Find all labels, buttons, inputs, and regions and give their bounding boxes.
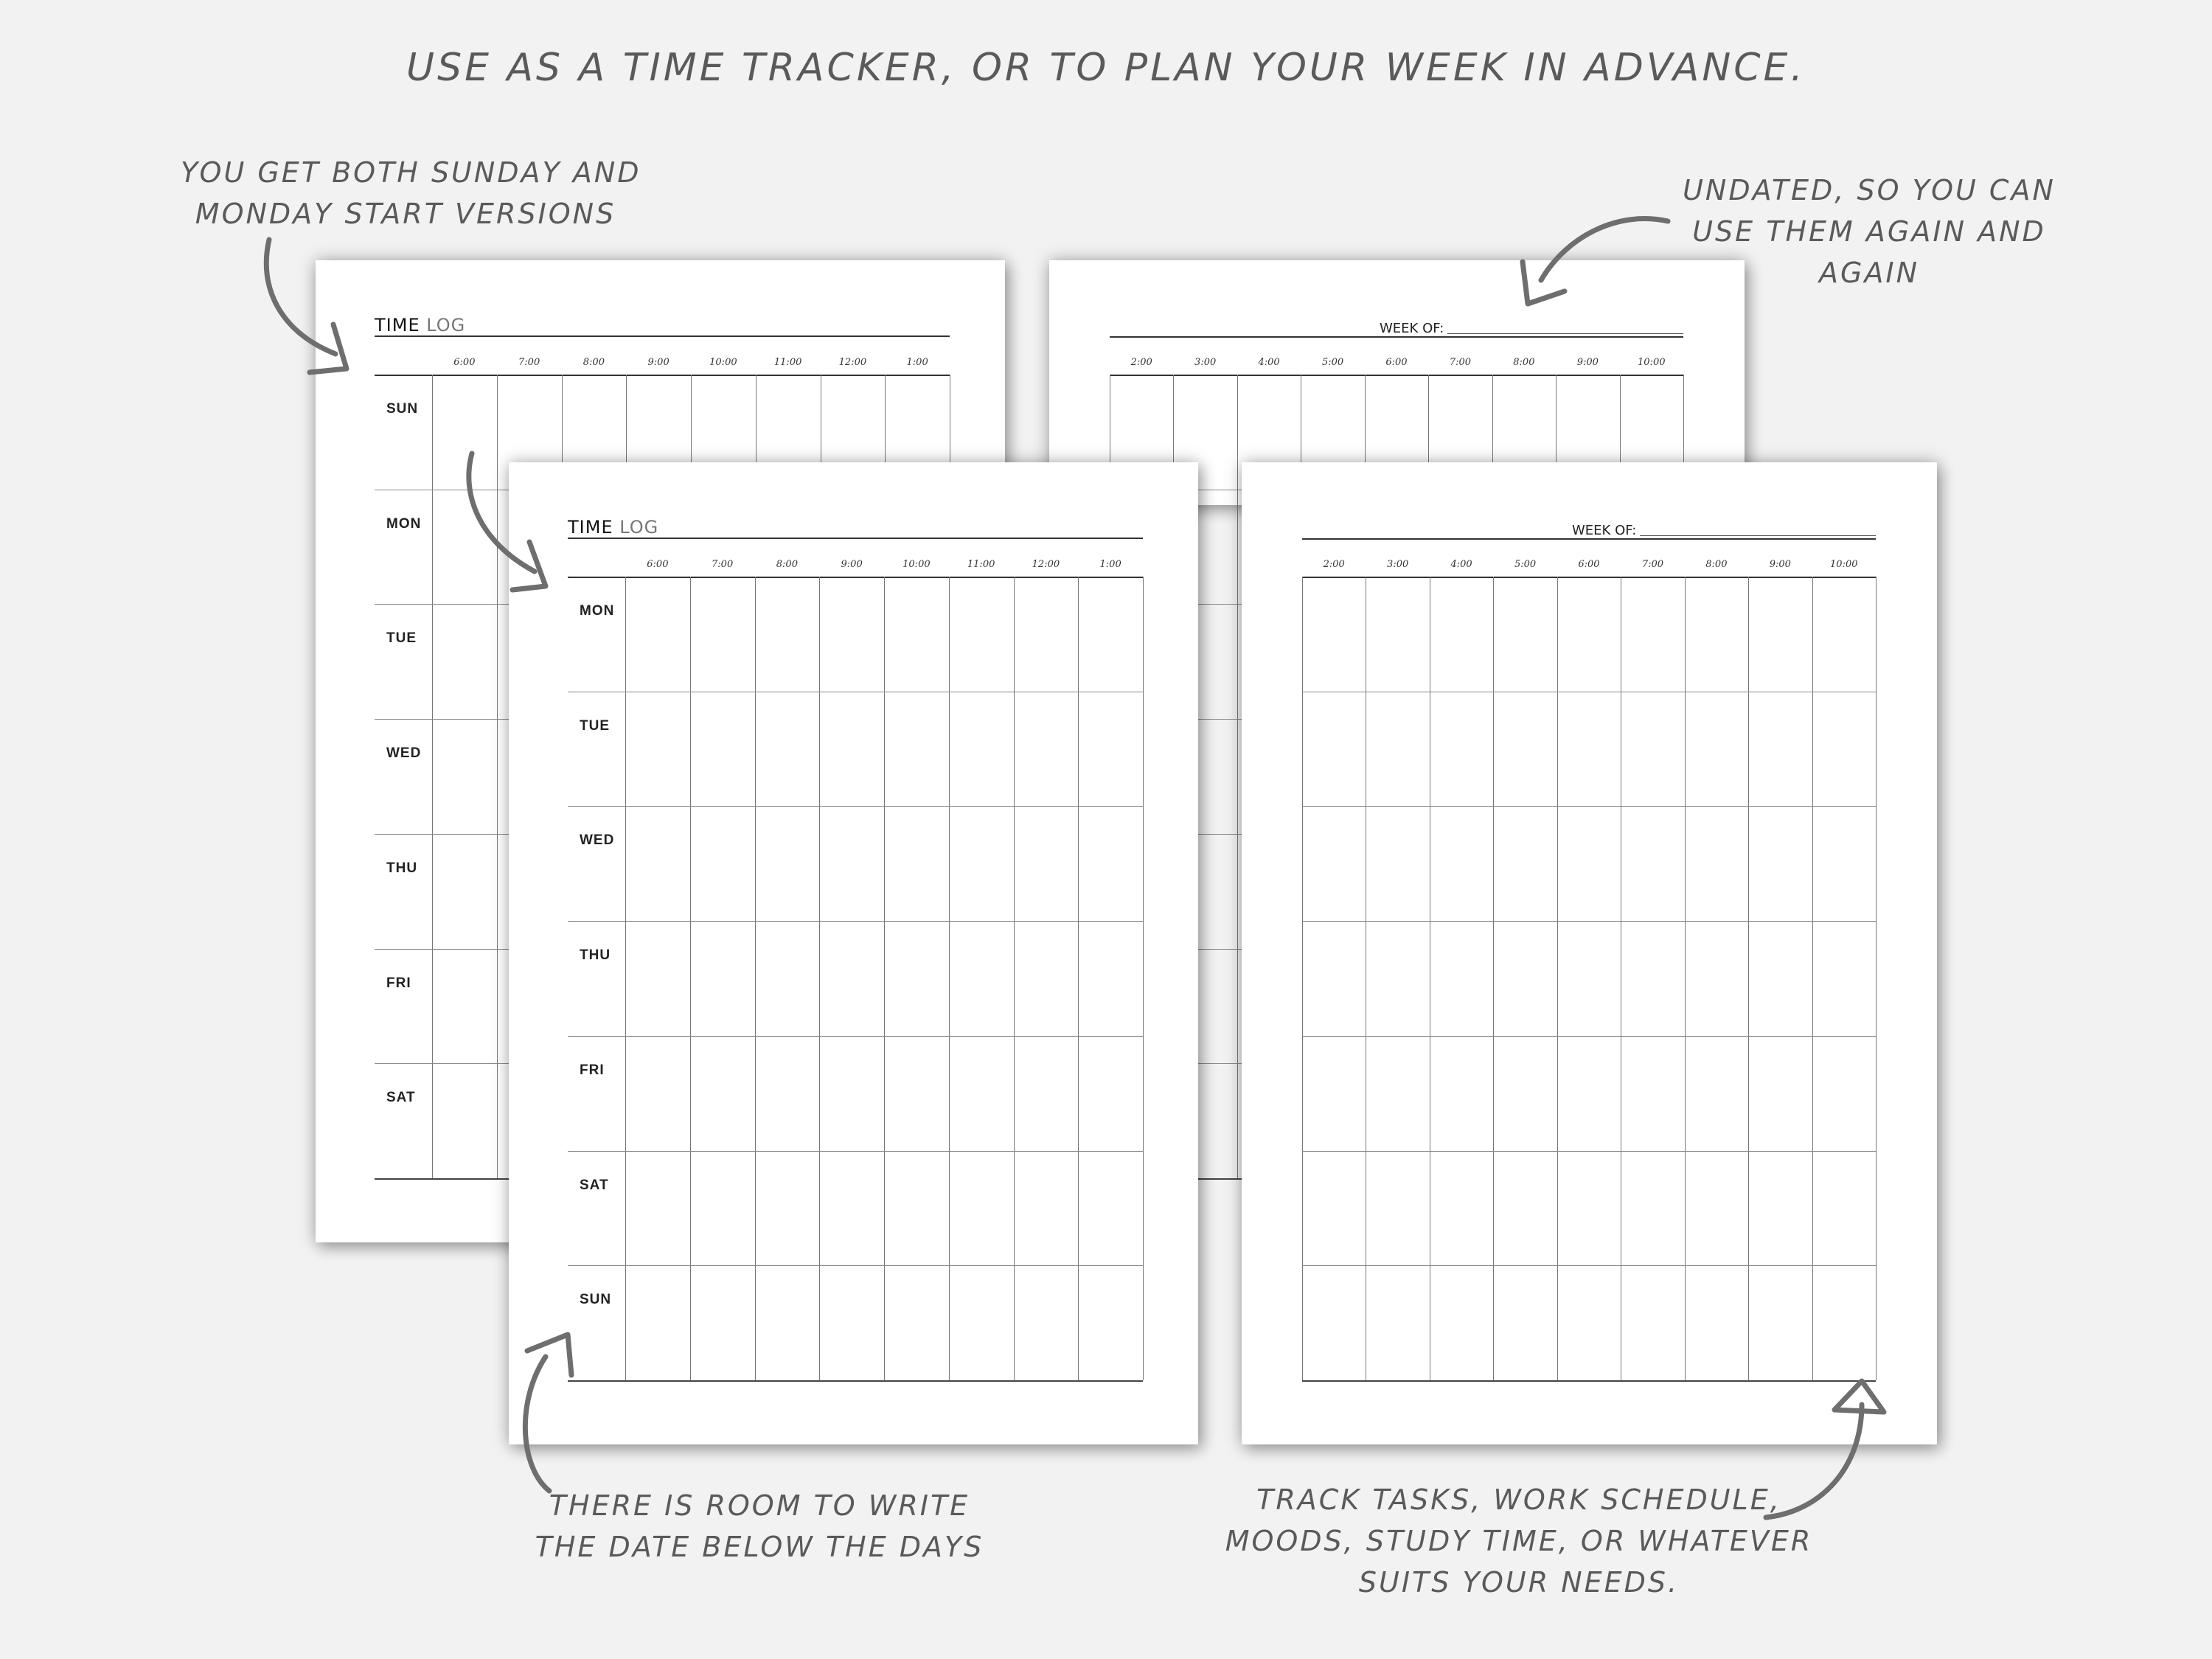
- day-label: TUE: [386, 630, 417, 647]
- weekof-label: WEEK OF:: [1380, 321, 1444, 336]
- note-line: AGAIN: [1818, 257, 1920, 289]
- curved-arrow-icon: [1766, 1405, 1862, 1517]
- time-header: 6:00: [1385, 357, 1408, 368]
- day-label: THU: [386, 860, 418, 876]
- day-label: FRI: [386, 975, 411, 991]
- time-header: 9:00: [1576, 357, 1599, 368]
- note-line: MONDAY START VERSIONS: [195, 198, 616, 230]
- time-header: 10:00: [1830, 559, 1858, 570]
- timelog-title-bold: TIME: [568, 517, 613, 538]
- day-label: WED: [386, 745, 422, 762]
- day-label: SAT: [386, 1090, 416, 1106]
- time-header: 8:00: [582, 357, 605, 368]
- note-line: USE THEM AGAIN AND: [1692, 215, 2046, 248]
- day-label: THU: [580, 947, 611, 964]
- time-header: 11:00: [773, 357, 802, 368]
- curved-arrow-icon: [266, 240, 335, 354]
- time-header: 2:00: [1323, 559, 1345, 570]
- note-line: TRACK TASKS, WORK SCHEDULE,: [1256, 1484, 1781, 1516]
- time-header: 8:00: [1513, 357, 1535, 368]
- note-line: THERE IS ROOM TO WRITE: [549, 1489, 970, 1522]
- time-header: 7:00: [518, 357, 540, 368]
- note-line: YOU GET BOTH SUNDAY AND: [181, 156, 641, 189]
- time-header: 2:00: [1130, 357, 1152, 368]
- timelog-title-light: LOG: [426, 315, 466, 335]
- time-header: 9:00: [647, 357, 669, 368]
- time-header: 4:00: [1450, 559, 1472, 570]
- time-header: 7:00: [1449, 357, 1472, 368]
- curved-arrow-icon: [1541, 219, 1668, 280]
- time-header: 6:00: [1578, 559, 1600, 570]
- time-header: 11:00: [967, 559, 995, 570]
- time-header: 7:00: [1641, 559, 1664, 570]
- time-header: 10:00: [902, 559, 931, 570]
- time-header: 12:00: [1032, 559, 1060, 570]
- note-line: THE DATE BELOW THE DAYS: [535, 1531, 984, 1563]
- note-line: SUITS YOUR NEEDS.: [1358, 1566, 1680, 1599]
- headline: USE AS A TIME TRACKER, OR TO PLAN YOUR WEEK IN ADVANCE.: [406, 46, 1806, 90]
- time-header: 8:00: [776, 559, 798, 570]
- timelog-title-light: LOG: [619, 517, 659, 538]
- time-header: 1:00: [906, 357, 928, 368]
- timelog-title-bold: TIME: [375, 315, 420, 335]
- time-header: 12:00: [838, 357, 867, 368]
- note-line: UNDATED, SO YOU CAN: [1683, 174, 2056, 206]
- time-header: 6:00: [647, 559, 669, 570]
- day-label: TUE: [580, 717, 610, 734]
- day-label: MON: [580, 603, 615, 619]
- arrow-head-icon: [527, 1335, 571, 1375]
- time-header: 1:00: [1099, 559, 1121, 570]
- time-header: 7:00: [712, 559, 734, 570]
- time-header: 8:00: [1705, 559, 1728, 570]
- weekof-label: WEEK OF:: [1572, 523, 1637, 538]
- time-header: 5:00: [1321, 357, 1344, 368]
- time-header: 6:00: [453, 357, 476, 368]
- time-header: 5:00: [1514, 559, 1537, 570]
- curved-arrow-icon: [525, 1357, 549, 1491]
- time-header: 10:00: [1638, 357, 1666, 368]
- day-label: WED: [580, 832, 615, 849]
- day-label: SAT: [580, 1177, 609, 1193]
- day-label: MON: [386, 515, 422, 532]
- time-header: 3:00: [1387, 559, 1409, 570]
- time-header: 9:00: [841, 559, 863, 570]
- day-label: FRI: [580, 1062, 605, 1078]
- arrow-head-icon: [1523, 262, 1565, 304]
- time-header: 10:00: [709, 357, 737, 368]
- day-label: SUN: [580, 1292, 612, 1308]
- time-header: 9:00: [1769, 559, 1791, 570]
- note-line: MOODS, STUDY TIME, OR WHATEVER: [1225, 1525, 1813, 1557]
- day-label: SUN: [386, 401, 419, 417]
- time-header: 4:00: [1258, 357, 1280, 368]
- curved-arrow-icon: [469, 453, 535, 571]
- time-header: 3:00: [1194, 357, 1217, 368]
